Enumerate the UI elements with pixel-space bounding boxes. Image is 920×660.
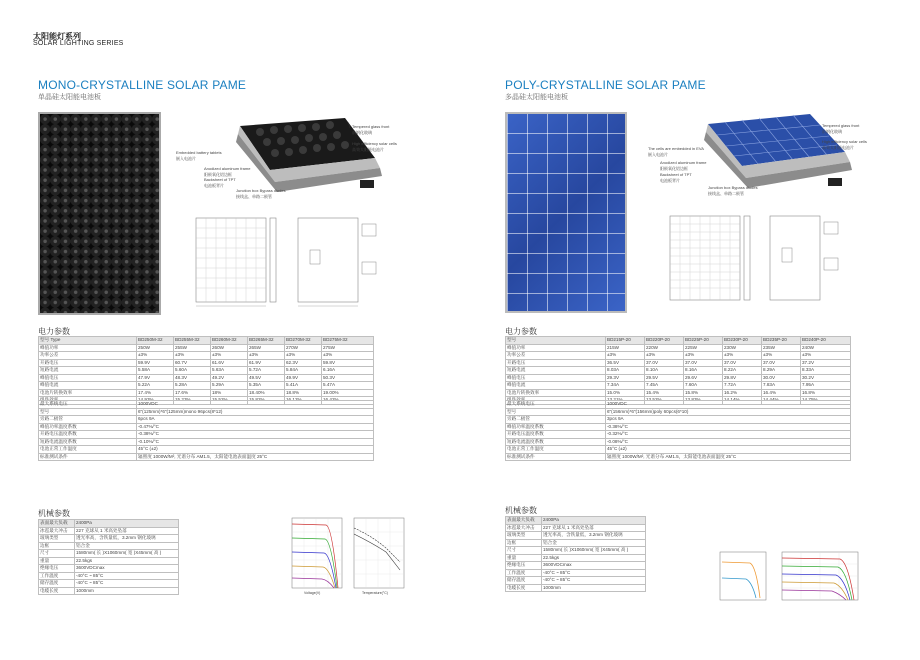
table-cell: 1000mm <box>75 587 179 595</box>
mono-elec-table-2 <box>38 400 374 461</box>
table-cell: 16.42% <box>322 397 374 405</box>
poly-label-tempered: Tempered glass front <box>822 123 860 128</box>
table-cell: 2400Pa <box>542 517 646 525</box>
table-cell: 电缆长度 <box>39 587 75 595</box>
table-row <box>506 344 851 352</box>
table-cell: 表面最大负载 <box>39 520 75 528</box>
table-cell: -0.08%/°C <box>606 438 851 446</box>
table-cell: BD255M-32 <box>174 337 211 345</box>
table-cell: 表面最大负载 <box>506 517 542 525</box>
table-cell: 工作温度 <box>39 572 75 580</box>
mono-label-tempered: Tempered glass front <box>352 124 390 129</box>
table-cell: 6pcs 9A <box>137 416 374 424</box>
table-cell: 50.3V <box>322 374 374 382</box>
table-cell: 14.75% <box>801 397 851 405</box>
table-cell: 265W <box>248 344 285 352</box>
table-row <box>506 517 646 525</box>
table-cell: 7.72A <box>723 382 762 390</box>
table-row <box>506 367 851 375</box>
mono-label-embedded: Embedded battery tablets <box>176 150 222 155</box>
table-cell: 59.8V <box>322 359 374 367</box>
table-cell: -0.47%/°C <box>137 423 374 431</box>
table-cell: 峰值功率 <box>39 344 137 352</box>
mono-label-cells-cn: 高效太阳能电池片 <box>352 147 384 152</box>
mono-mech-table <box>38 519 179 595</box>
mono-technical-drawing <box>190 210 390 310</box>
table-cell: -0.38%/°C <box>137 431 374 439</box>
table-cell: 绝缘电压 <box>39 565 75 573</box>
table-row <box>506 554 646 562</box>
table-cell: 冰雹最大冲击 <box>39 527 75 535</box>
table-cell: -0.10%/°C <box>137 438 374 446</box>
table-row <box>506 584 646 592</box>
table-cell: 5.63A <box>211 367 248 375</box>
table-cell: 17.4% <box>137 389 174 397</box>
mono-mech-title: 机械参数 <box>38 509 70 518</box>
table-row <box>39 416 374 424</box>
table-cell: ±3% <box>723 352 762 360</box>
table-cell: 峰值电流 <box>506 382 606 390</box>
table-cell: 15.4% <box>645 389 684 397</box>
poly-label-backsheet: Backsheet of TPT <box>660 172 692 177</box>
table-cell: 3600VDCmax <box>542 562 646 570</box>
table-row <box>506 569 646 577</box>
poly-label-frame: Anodized aluminum frame <box>660 160 707 165</box>
table-cell: 16.12% <box>285 397 322 405</box>
table-cell: BD240P-20 <box>801 337 851 345</box>
table-cell: 2400Pa <box>75 520 179 528</box>
table-row <box>506 438 851 446</box>
table-row <box>506 547 646 555</box>
table-cell: 标准测试条件 <box>506 453 606 461</box>
table-cell: 玻璃类型 <box>39 535 75 543</box>
poly-label-junction: Junction box Bypass diodes <box>708 185 758 190</box>
mono-label-frame-cn: 阳极氧化铝边框 <box>204 172 232 177</box>
table-cell: ±3% <box>174 352 211 360</box>
table-row <box>506 408 851 416</box>
table-row <box>506 577 646 585</box>
poly-elec-table <box>505 336 851 405</box>
table-cell: 开路电压 <box>506 359 606 367</box>
table-cell: 铝合金 <box>542 539 646 547</box>
table-cell: 37.0V <box>762 359 801 367</box>
table-cell: 61.6V <box>211 359 248 367</box>
table-cell: 7.34A <box>606 382 645 390</box>
table-cell: 18.8% <box>285 389 322 397</box>
table-cell: 235W <box>762 344 801 352</box>
table-cell: 5.35A <box>248 382 285 390</box>
poly-label-backsheet-cn: 电池板背片 <box>660 178 680 183</box>
table-cell: 6"(125mm)*6"(125mm)mono 96pcs(8*12) <box>137 408 374 416</box>
table-cell: -0.32%/°C <box>606 431 851 439</box>
mono-label-embedded-cn: 嵌入电池片 <box>176 156 196 161</box>
table-cell: 1000VDC <box>606 401 851 409</box>
table-cell: BD250M-32 <box>137 337 174 345</box>
table-cell: 8.29A <box>762 367 801 375</box>
table-cell: 48.3V <box>174 374 211 382</box>
series-title-en: SOLAR LIGHTING SERIES <box>33 40 124 47</box>
table-row <box>39 382 374 390</box>
table-cell: 冰雹最大冲击 <box>506 524 542 532</box>
table-cell: ±3% <box>801 352 851 360</box>
mono-label-tempered-cn: 前钢化玻璃 <box>352 130 372 135</box>
table-cell: 7.83A <box>762 382 801 390</box>
table-cell: 8.16A <box>684 367 723 375</box>
table-cell: ±3% <box>248 352 285 360</box>
table-cell: 6.16A <box>322 367 374 375</box>
table-cell: 16.4% <box>762 389 801 397</box>
table-cell: 短路电流 <box>506 367 606 375</box>
table-cell: 5.28A <box>174 382 211 390</box>
table-cell: ±3% <box>285 352 322 360</box>
table-row <box>39 587 179 595</box>
table-cell: -0.38%/°C <box>606 423 851 431</box>
table-cell: 辐照度 1000W/M², 光谱分布 AM1.5，太阳能电池表面温度 25°C <box>137 453 374 461</box>
table-cell: 短路电流温度系数 <box>39 438 137 446</box>
poly-elec-title: 电力参数 <box>505 327 537 336</box>
table-cell: 13.83% <box>684 397 723 405</box>
table-cell: -40°C ~ 85°C <box>75 580 179 588</box>
table-cell: 60.7V <box>174 359 211 367</box>
table-cell: 17.6% <box>174 389 211 397</box>
table-cell: 峰值功率温度系数 <box>506 423 606 431</box>
table-cell: 7.45A <box>645 382 684 390</box>
table-cell: 峰值电流 <box>39 382 137 390</box>
table-cell: 最大系统电压 <box>39 401 137 409</box>
table-cell: 14.93% <box>137 397 174 405</box>
table-row <box>39 557 179 565</box>
table-cell: 最大系统电压 <box>506 401 606 409</box>
table-cell: 15.82% <box>248 397 285 405</box>
table-cell: 260W <box>211 344 248 352</box>
table-cell: 22.5kgs <box>542 554 646 562</box>
table-cell: 15.0% <box>606 389 645 397</box>
table-cell: ±3% <box>762 352 801 360</box>
table-cell: BD225P-20 <box>684 337 723 345</box>
table-cell: 绝缘电压 <box>506 562 542 570</box>
table-cell: 36.5V <box>606 359 645 367</box>
poly-label-embedded: The cells are embedded in EVA <box>648 146 704 151</box>
poly-label-cells: High efficiency solar cells <box>822 139 867 144</box>
mono-subtitle: 单晶硅太阳能电池板 <box>38 94 101 101</box>
table-cell: 14.14% <box>723 397 762 405</box>
table-cell: 开路电压温度系数 <box>506 431 606 439</box>
table-cell: 230W <box>723 344 762 352</box>
table-cell: 37.0V <box>645 359 684 367</box>
table-row <box>39 550 179 558</box>
table-cell: 225W <box>684 344 723 352</box>
table-cell: 1580mm( 长 )X1060mm( 宽 )X45mm( 高 ) <box>75 550 179 558</box>
table-cell: -40°C ~ 85°C <box>75 572 179 580</box>
table-cell: 15.52% <box>211 397 248 405</box>
mono-elec-title: 电力参数 <box>38 327 70 336</box>
mono-label-frame: Anodized aluminum frame <box>204 166 251 171</box>
table-cell: 储存温度 <box>506 577 542 585</box>
table-cell: 边框 <box>39 542 75 550</box>
table-row <box>39 527 179 535</box>
table-cell: 5.60A <box>174 367 211 375</box>
table-cell: 辐照度 1000W/M², 光谱分布 AM1.5，太阳能电池表面温度 25°C <box>606 453 851 461</box>
table-cell: 7.60A <box>684 382 723 390</box>
table-row <box>506 359 851 367</box>
table-row <box>39 520 179 528</box>
table-cell: 型号 <box>506 337 606 345</box>
table-cell: 240W <box>801 344 851 352</box>
table-row <box>506 532 646 540</box>
table-row <box>39 359 374 367</box>
table-cell: 5.41A <box>285 382 322 390</box>
table-row <box>39 423 374 431</box>
table-row <box>506 352 851 360</box>
mono-title: MONO-CRYSTALLINE SOLAR PAME <box>38 78 247 92</box>
table-cell: 峰值功率 <box>506 344 606 352</box>
table-cell: BD265M-32 <box>248 337 285 345</box>
mono-chart-xlabel-temp: Temperature(°C) <box>362 591 388 595</box>
table-row <box>506 416 851 424</box>
table-cell: ±3% <box>211 352 248 360</box>
table-row <box>39 431 374 439</box>
table-cell: 电池正常工作温度 <box>506 446 606 454</box>
table-cell: 5.47A <box>322 382 374 390</box>
poly-label-frame-cn: 阳极氧化铝边框 <box>660 166 688 171</box>
table-cell: 29.5V <box>645 374 684 382</box>
table-cell: -40°C ~ 85°C <box>542 569 646 577</box>
table-cell: 电缆长度 <box>506 584 542 592</box>
mono-label-junction-cn: 接线盒、单路二极管 <box>236 194 272 199</box>
table-row <box>39 389 374 397</box>
table-cell: 18.40% <box>248 389 285 397</box>
table-cell: 270W <box>285 344 322 352</box>
table-cell: BD220P-20 <box>645 337 684 345</box>
table-cell: 29.8V <box>723 374 762 382</box>
table-cell: BD275M-32 <box>322 337 374 345</box>
table-cell: 重量 <box>39 557 75 565</box>
table-row <box>39 580 179 588</box>
table-cell: 5.22A <box>137 382 174 390</box>
table-row <box>39 542 179 550</box>
table-cell: 5.84A <box>285 367 322 375</box>
table-cell: 组件效率 <box>39 397 137 405</box>
table-cell: 14.44% <box>762 397 801 405</box>
table-cell: 37.0V <box>723 359 762 367</box>
table-cell: 电池片转换效率 <box>39 389 137 397</box>
table-cell: 透光率高，含铁量低，3.2mm 钢化玻璃 <box>542 532 646 540</box>
table-cell: 37.2V <box>801 359 851 367</box>
table-row <box>39 352 374 360</box>
table-cell: 45°C (±2) <box>606 446 851 454</box>
table-cell: 3600VDCmax <box>75 565 179 573</box>
table-cell: 5.29A <box>211 382 248 390</box>
table-row <box>39 367 374 375</box>
table-row <box>506 374 851 382</box>
table-cell: 1580mm( 长 )X1060mm( 宽 )X45mm( 高 ) <box>542 547 646 555</box>
table-cell: 215W <box>606 344 645 352</box>
table-cell: 峰值电压 <box>39 374 137 382</box>
table-cell: 49.9V <box>285 374 322 382</box>
poly-technical-drawing <box>660 208 860 308</box>
table-cell: 8.33A <box>801 367 851 375</box>
poly-panel-image <box>505 112 627 313</box>
table-cell: 250W <box>137 344 174 352</box>
table-cell: 29.6V <box>684 374 723 382</box>
table-cell: 275W <box>322 344 374 352</box>
table-header-row <box>39 337 374 345</box>
table-cell: 13.52% <box>645 397 684 405</box>
table-cell: 功率公差 <box>39 352 137 360</box>
table-cell: 37.0V <box>684 359 723 367</box>
table-cell: 59.9V <box>137 359 174 367</box>
table-row <box>506 562 646 570</box>
table-cell: ±3% <box>645 352 684 360</box>
table-cell: 3pcs 9A <box>606 416 851 424</box>
table-row <box>506 389 851 397</box>
table-cell: 储存温度 <box>39 580 75 588</box>
table-row <box>506 446 851 454</box>
table-cell: 开路电压 <box>39 359 137 367</box>
poly-mech-table <box>505 516 646 592</box>
table-cell: 6"(156mm)*6"(156mm)poly 60pcs(6*10) <box>606 408 851 416</box>
table-cell: 8.22A <box>723 367 762 375</box>
table-cell: 8.03A <box>606 367 645 375</box>
poly-iv-charts <box>716 548 866 608</box>
table-cell: 尺寸 <box>39 550 75 558</box>
table-cell: 1000VDC <box>137 401 374 409</box>
table-cell: -40°C ~ 85°C <box>542 577 646 585</box>
table-cell: 45°C (±2) <box>137 446 374 454</box>
table-cell: 15.23% <box>174 397 211 405</box>
mono-elec-table <box>38 336 374 405</box>
table-cell: 16.8% <box>801 389 851 397</box>
table-cell: 49.2V <box>211 374 248 382</box>
table-cell: 220W <box>645 344 684 352</box>
mono-label-cells: High efficiency solar cells <box>352 141 397 146</box>
table-cell: BD270M-32 <box>285 337 322 345</box>
poly-title: POLY-CRYSTALLINE SOLAR PAME <box>505 78 706 92</box>
table-cell: 功率公差 <box>506 352 606 360</box>
table-cell: 13.21% <box>606 397 645 405</box>
table-cell: 22.5kgs <box>75 557 179 565</box>
table-row <box>39 565 179 573</box>
table-row <box>39 344 374 352</box>
table-cell: 29.3V <box>606 374 645 382</box>
table-cell: 255W <box>174 344 211 352</box>
table-cell: 15.8% <box>684 389 723 397</box>
series-title-cn: 太阳能灯系列 <box>33 32 81 41</box>
poly-label-tempered-cn: 前钢化玻璃 <box>822 129 842 134</box>
table-cell: 峰值电压 <box>506 374 606 382</box>
table-cell: 组件效率 <box>506 397 606 405</box>
table-cell: 18% <box>211 389 248 397</box>
poly-subtitle: 多晶硅太阳能电池板 <box>505 94 568 101</box>
table-row <box>506 382 851 390</box>
table-row <box>506 423 851 431</box>
table-header-row <box>506 337 851 345</box>
table-cell: 47.9V <box>137 374 174 382</box>
table-cell: 透光率高，含铁量低，3.2mm 钢化玻璃 <box>75 535 179 543</box>
table-row <box>39 374 374 382</box>
table-row <box>39 408 374 416</box>
poly-elec-table-2 <box>505 400 851 461</box>
table-cell: 227 克球从 1 米高处坠落 <box>75 527 179 535</box>
table-cell: 开路电压温度系数 <box>39 431 137 439</box>
table-row <box>506 524 646 532</box>
table-cell: 227 克球从 1 米高处坠落 <box>542 524 646 532</box>
poly-label-junction-cn: 接线盒、单路二极管 <box>708 191 744 196</box>
mono-label-backsheet-cn: 电池板背片 <box>204 183 224 188</box>
table-cell: 重量 <box>506 554 542 562</box>
mono-iv-charts <box>282 514 412 604</box>
poly-mech-title: 机械参数 <box>505 506 537 515</box>
mono-label-backsheet: Backsheet of TPT <box>204 177 236 182</box>
table-cell: 19.00% <box>322 389 374 397</box>
table-cell: 边框 <box>506 539 542 547</box>
mono-label-junction: Junction box Bypass diodes <box>236 188 286 193</box>
table-row <box>506 453 851 461</box>
table-row <box>39 446 374 454</box>
table-cell: ±3% <box>322 352 374 360</box>
table-cell: ±3% <box>606 352 645 360</box>
table-cell: 工作温度 <box>506 569 542 577</box>
table-cell: ±3% <box>684 352 723 360</box>
table-row <box>506 401 851 409</box>
table-cell: 7.95A <box>801 382 851 390</box>
mono-panel-image <box>38 112 161 315</box>
table-cell: 16.2% <box>723 389 762 397</box>
table-cell: 玻璃类型 <box>506 532 542 540</box>
table-cell: BD260M-32 <box>211 337 248 345</box>
table-row <box>39 453 374 461</box>
poly-label-embedded-cn: 嵌入电池片 <box>648 152 668 157</box>
table-cell: 短路电流温度系数 <box>506 438 606 446</box>
table-cell: 旁路二极管 <box>506 416 606 424</box>
table-cell: BD215P-20 <box>606 337 645 345</box>
table-cell: 旁路二极管 <box>39 416 137 424</box>
table-cell: 1000mm <box>542 584 646 592</box>
table-row <box>39 535 179 543</box>
table-row <box>39 438 374 446</box>
table-cell: 铝合金 <box>75 542 179 550</box>
table-row <box>39 572 179 580</box>
table-cell: 短路电流 <box>39 367 137 375</box>
table-row <box>506 539 646 547</box>
table-cell: 型号 <box>506 408 606 416</box>
poly-label-cells-cn: 高效太阳能电池片 <box>822 145 854 150</box>
table-cell: BD235P-20 <box>762 337 801 345</box>
table-cell: 8.10A <box>645 367 684 375</box>
table-cell: 尺寸 <box>506 547 542 555</box>
table-cell: 型号 <box>39 408 137 416</box>
table-cell: 5.58A <box>137 367 174 375</box>
table-cell: 49.5V <box>248 374 285 382</box>
table-cell: 电池正常工作温度 <box>39 446 137 454</box>
table-cell: 30.0V <box>762 374 801 382</box>
table-cell: 标准测试条件 <box>39 453 137 461</box>
table-cell: 峰值功率温度系数 <box>39 423 137 431</box>
table-row <box>39 401 374 409</box>
table-cell: 型号 Type <box>39 337 137 345</box>
table-cell: 61.9V <box>248 359 285 367</box>
table-cell: BD230P-20 <box>723 337 762 345</box>
poly-layer-diagram <box>640 108 880 198</box>
table-row <box>506 431 851 439</box>
mono-chart-xlabel-voltage: Voltage(V) <box>304 591 321 595</box>
table-cell: 电池片转换效率 <box>506 389 606 397</box>
table-cell: ±3% <box>137 352 174 360</box>
table-cell: 5.72A <box>248 367 285 375</box>
table-cell: 62.3V <box>285 359 322 367</box>
table-cell: 30.2V <box>801 374 851 382</box>
